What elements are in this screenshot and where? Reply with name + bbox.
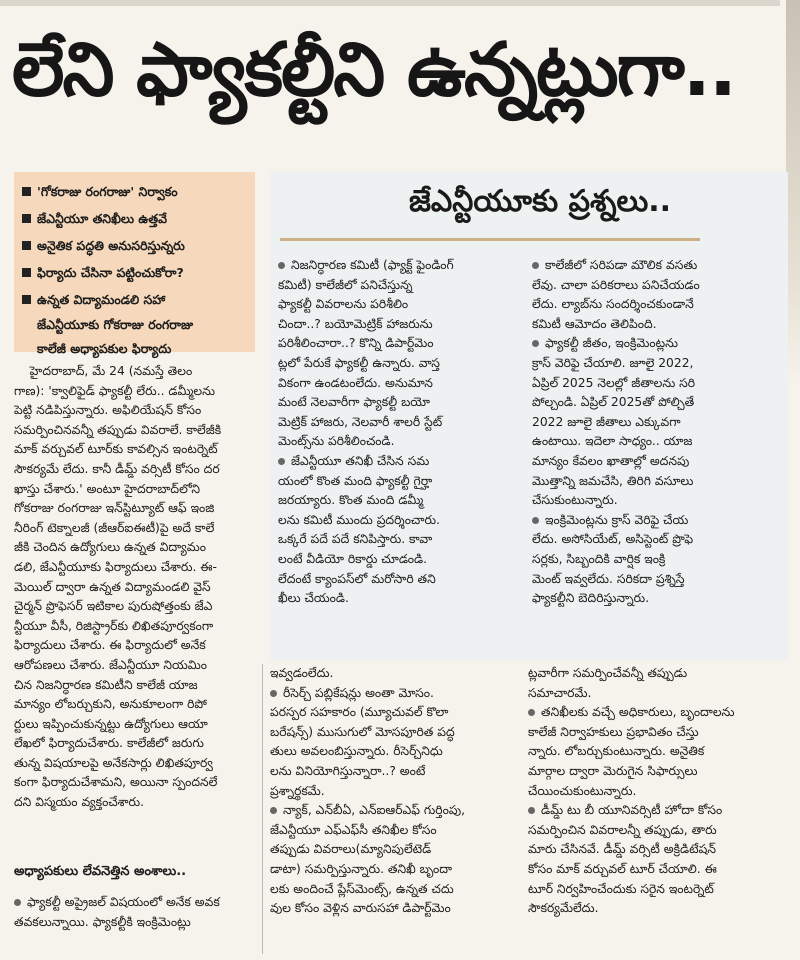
bottom-column-2 [528, 664, 780, 956]
round-bullet-icon [270, 807, 277, 814]
text-line [278, 570, 528, 590]
text-line-content: చేసుకుంటున్నారు. [532, 493, 618, 508]
text-line-content: టూర్ నిర్వహించేందుకు సరైన ఇంటర్నెట్ [528, 881, 714, 896]
questions-column-1 [278, 256, 528, 646]
text-line [14, 734, 260, 754]
text-line-content: ఇంక్రిమెంట్లను క్రాస్ వెరిఫై చేయ [545, 512, 689, 527]
round-bullet-icon [278, 458, 285, 465]
text-line [278, 511, 528, 531]
text-line-content: లకు అందించే ప్లేస్‌మెంట్స్, ఉన్నత చదు [270, 881, 454, 896]
text-line [278, 550, 528, 570]
text-line [270, 664, 522, 684]
text-line [14, 421, 260, 441]
questions-title: జేఎన్టీయూకు ప్రశ్నలు.. [409, 184, 671, 219]
highlight-text: 'గోకరాజు రంగరాజు' నిర్వాకం [37, 184, 178, 199]
left-subhead: అధ్యాపకులు లేవనెత్తిన అంశాలు.. [14, 864, 187, 879]
round-bullet-icon [532, 340, 539, 347]
text-line [270, 782, 522, 802]
left-bottom-column [14, 893, 260, 953]
text-line [14, 656, 260, 676]
text-line-content: లను కమిటీ ముందు ప్రదర్శించారు. [278, 512, 440, 527]
text-line-content: ర్టులు ఇప్పించుకున్నట్టు ఉద్యోగులు ఆయా [14, 716, 208, 731]
round-bullet-icon [532, 262, 539, 269]
text-line [528, 703, 780, 723]
highlight-item [22, 259, 247, 286]
text-line [528, 840, 780, 860]
text-line [14, 597, 260, 617]
text-line [14, 538, 260, 558]
text-line [14, 499, 260, 519]
text-line-content: 2022 జూలై జీతాలు ఎక్కువగా [532, 414, 681, 429]
text-line-content: మారు చేసినవే. డీమ్డ్ వర్సిటీ అక్రిడిటేషన్ [528, 842, 717, 857]
title-underline [280, 238, 700, 241]
text-line [14, 793, 260, 813]
text-line-content: మాక్ వర్చువల్ టూర్‌కు కావల్సిన ఇంటర్నెట్ [14, 442, 218, 457]
text-line-content: ఖీలు చేయండి. [278, 591, 349, 606]
text-line-content: న్నారు. లోబర్చుకుంటున్నారు. అనైతిక [528, 744, 705, 759]
text-line-content: మాన్యం లోబర్చుకుని, అనుకూలంగా రిపో [14, 697, 207, 712]
round-bullet-icon [528, 807, 535, 814]
text-line-content: నిజనిర్ధారణ కమిటీ (ఫ్యాక్ట్ ఫైండింగ్ [291, 258, 454, 272]
text-line [270, 684, 522, 704]
text-line [14, 362, 260, 382]
text-line-content: చేయించుకుంటున్నారు. [528, 783, 637, 798]
text-line [14, 460, 260, 480]
text-line [270, 840, 522, 860]
text-line-content: గాణ): 'క్వాలిఫైడ్ ఫ్యాకల్టీ లేరు.. డమ్మీలను [14, 383, 216, 398]
text-line-content: దని విస్మయం వ్యక్తంచేశారు. [14, 795, 144, 810]
text-line-content: పెట్టి నడిపిస్తున్నారు. అఫిలియేషన్ కోసం [14, 403, 202, 418]
text-line [528, 723, 780, 743]
text-line [532, 511, 782, 531]
text-line-content: లంటే వీడియో రికార్డు చూడండి. [278, 551, 427, 566]
text-line [532, 452, 782, 472]
text-line [532, 530, 782, 550]
text-line-content: లేదంటే క్యాంపస్‌లో మరోసారి తని [278, 571, 436, 586]
text-line [270, 801, 522, 821]
text-line-content: చైర్మన్ ప్రొఫెసర్ ఇటికాల పురుషోత్తంకు జేఎ [14, 599, 213, 614]
text-line-content: కమిటీ) కాలేజీలో పనిచేస్తున్న [278, 277, 413, 292]
highlight-text: అనైతిక పద్ధతి అనుసరిస్తున్నరు [37, 238, 185, 253]
text-line-content: సౌకర్యమేలేదు. [528, 901, 599, 916]
text-line [532, 472, 782, 492]
text-line-content: కమిటీ ఆమోదం తెలిపింది. [532, 316, 657, 331]
text-line [270, 703, 522, 723]
text-line-content: ఆరోపణలు చేశారు. జేఎన్టీయూ నియమిం [14, 657, 208, 672]
text-line [14, 617, 260, 637]
text-line-content: కోసం మాక్ వర్చువల్ టూర్ చేయాలి. ఈ [528, 861, 717, 876]
text-line [14, 893, 260, 913]
text-line-content: వుల కోసం వెళ్లిన వారుసహా డిపార్ట్‌మెం [270, 901, 451, 916]
text-line [14, 695, 260, 715]
text-line [14, 636, 260, 656]
body-left-column [14, 362, 260, 832]
highlight-item [22, 337, 247, 361]
text-line-content: తులు అవలంబిస్తున్నారు. రీసెర్చ్‌నిధు [270, 744, 443, 759]
text-line-content: న్యాక్, ఎన్‌బీఏ, ఎన్ఐఆర్ఎఫ్ గుర్తింపు, [283, 803, 466, 818]
text-line [14, 676, 260, 696]
text-line-content: వికంగా ఉండటంలేదు. అనుమాన [278, 375, 433, 390]
text-line-content: ఫిర్యాదులు చేశారు. ఈ ఫిర్యాదులో అనేక [14, 638, 206, 653]
square-bullet-icon [22, 187, 31, 196]
text-line-content: ఒక్కరే పదే పదే కనిపిస్తారు. కావా [278, 532, 433, 547]
square-bullet-icon [22, 214, 31, 223]
text-line [14, 519, 260, 539]
text-line [532, 550, 782, 570]
text-line [278, 393, 528, 413]
text-line-content: మెట్రిక్ హాజరు, నెలవారీ శాలరీ స్టేట్ [278, 414, 443, 429]
round-bullet-icon [14, 899, 21, 906]
text-line-content: లేఖలో ఫిర్యాదుచేశారు. కాలేజీలో జరుగు [14, 736, 204, 751]
text-line-content: మంటే నెలవారీగా ఫ్యాకల్టీ బయో [278, 395, 431, 410]
text-line-content: మెయిల్ ద్వారా ఉన్నత విద్యామండలి వైస్ [14, 579, 211, 594]
text-line [14, 440, 260, 460]
text-line-content: ఫ్యాకల్టీ అప్రైజల్ విషయంలో అనేక అవక [27, 895, 220, 909]
text-line-content: మాన్యం కేవలం ఖాతాల్లో అదనపు [532, 453, 690, 468]
text-line-content: క్రాస్ వెరిఫై చేయాలి. జూలై 2022, [532, 355, 694, 370]
text-line [278, 589, 528, 609]
round-bullet-icon [528, 709, 535, 716]
text-line-content: లను వినియోగిస్తున్నారా..? అంటే [270, 763, 426, 778]
text-line-content: తవకలున్నాయి. ఫ్యాకల్టీకి ఇంక్రిమెంట్లు [14, 914, 191, 929]
text-line [278, 530, 528, 550]
text-line [528, 880, 780, 900]
text-line-content: ఇవ్వడంలేదు. [270, 666, 334, 680]
text-line-content: ఏప్రిల్ 2025 నెలల్లో జీతాలను సరి [532, 375, 696, 390]
text-line [14, 913, 260, 933]
text-line [532, 570, 782, 590]
text-line-content: సమర్పించినవన్నీ తప్పుడు వివరాలే. కాలేజీకి [14, 422, 222, 437]
questions-box [270, 172, 788, 660]
text-line-content: గోకరాజు రంగరాజు ఇన్‌స్టిట్యూట్ ఆఫ్ ఇంజి [14, 501, 215, 516]
text-line-content: పరస్పర సహకారం (మ్యూచువల్ కొలా [270, 705, 449, 720]
text-line [528, 762, 780, 782]
text-line [532, 393, 782, 413]
text-line [14, 382, 260, 402]
text-line [528, 860, 780, 880]
text-line-content: చిందా..? బయోమెట్రిక్ హాజరును [278, 316, 433, 331]
text-line [14, 480, 260, 500]
text-line-content: పోల్చండి. ఏప్రిల్ 2025తో పోల్చితే [532, 395, 695, 410]
text-line [532, 315, 782, 335]
text-line-content: ఫ్యాకల్టీని బెదిరిస్తున్నారు. [532, 591, 650, 606]
round-bullet-icon [532, 517, 539, 524]
text-line [270, 762, 522, 782]
text-line-content: తనిఖీలకు వచ్చే అధికారులు, బృందాలను [541, 705, 735, 720]
text-line [532, 256, 782, 276]
text-line-content: సమర్పించిన వివరాలన్నీ తప్పుడు, తారు [528, 822, 717, 837]
text-line-content: ట్లలో పేరుకే ఫ్యాకల్టీ ఉన్నారు. వాస్త [278, 355, 440, 370]
text-line [14, 578, 260, 598]
text-line [278, 374, 528, 394]
text-line-content: ట్లవారీగా సమర్పించేవన్నీ తప్పుడు [528, 666, 688, 680]
text-line [278, 295, 528, 315]
text-line-content: డాటా) సమర్పిస్తున్నారు. తనిఖీ బృందా [270, 861, 453, 876]
text-line [528, 742, 780, 762]
text-line-content: బరేషన్స్) ముసుగులో మోసపూరిత పద్ధ [270, 724, 455, 739]
highlight-text: ఫిర్యాదు చేసినా పట్టించుకోరా? [37, 265, 184, 280]
text-line-content: ప్రశ్నార్థకమే. [270, 783, 325, 798]
text-line-content: లేవు. చాలా పరికరాలు పనిచేయడం [532, 277, 700, 292]
text-line [278, 413, 528, 433]
highlight-item [22, 178, 247, 205]
text-line [278, 276, 528, 296]
text-line [532, 432, 782, 452]
text-line-content: మెంట్ ఇవ్వలేదు. సరికదా ప్రశ్నిస్తే [532, 571, 685, 586]
text-line-content: జరయ్యారు. కొంత మంది డమ్మీ [278, 493, 424, 508]
text-line [270, 723, 522, 743]
bottom-column-1 [270, 664, 522, 956]
text-line [278, 432, 528, 452]
highlight-item [22, 232, 247, 259]
text-line-content: ఉంటాయి. ఇదెలా సాధ్యం.. యాజ [532, 434, 693, 449]
highlight-item [22, 205, 247, 232]
text-line-content: సౌకర్యమే లేదు. కానీ డీమ్డ్ వర్సిటీ కోసం దర [14, 461, 220, 476]
round-bullet-icon [270, 690, 277, 697]
text-line [278, 256, 528, 276]
text-line [14, 773, 260, 793]
text-line-content: మెంట్స్‌ను పరిశీలించండి. [278, 434, 395, 449]
adjacent-page-edge [786, 0, 800, 960]
text-line [532, 374, 782, 394]
highlight-item [22, 286, 247, 313]
text-line [528, 684, 780, 704]
text-line-content: డలి, జేఎన్టీయూకు ఫిర్యాదులు చేశారు. ఈ- [14, 559, 217, 574]
text-line [532, 491, 782, 511]
text-line-content: మార్గాల ద్వారా మెరుగైన సిఫార్సులు [528, 763, 698, 778]
text-line-content: ఫ్యాకల్టీ జీతం, ఇంక్రిమెంట్లను [545, 336, 679, 351]
questions-column-2 [532, 256, 782, 646]
text-line-content: తప్పుడు వివరాలు(మ్యానిపులేటెడ్ [270, 842, 432, 857]
text-line-content: మొత్తాన్ని జమచేసి, తిరిగి వసూలు [532, 473, 694, 488]
text-line-content: ఫ్యాకల్టీ వివరాలను పరిశీలిం [278, 297, 409, 312]
text-line-content: హైదరాబాద్, మే 24 (నమస్తే తెలం [14, 364, 193, 378]
highlight-text: జేఎన్టీయూ తనిఖీలు ఉత్తవే [37, 211, 168, 226]
top-rule [0, 0, 780, 6]
text-line-content: ఖాస్తు చేశారు.' అంటూ హైదరాబాద్‌లోని [14, 481, 201, 496]
text-line-content: నీరింగ్ టెక్నాలజీ (జీఆర్ఐఈటీ)పై అదే కాలే [14, 520, 215, 535]
square-bullet-icon [22, 268, 31, 277]
text-line [14, 754, 260, 774]
text-line [528, 664, 780, 684]
text-line [278, 354, 528, 374]
text-line-content: లేదు. అసోసియేట్, అసిస్టెంట్ ప్రొఫె [532, 532, 694, 547]
text-line [528, 821, 780, 841]
text-line [14, 558, 260, 578]
text-line [14, 715, 260, 735]
highlight-item [22, 313, 247, 337]
text-line-content: న్టీయూ వీసీ, రిజిస్ట్రార్‌కు లిఖితపూర్వకంగా [14, 618, 214, 633]
text-line [532, 334, 782, 354]
text-line-content: కాలేజీలో సరిపడా మౌలిక వసతు [545, 258, 698, 272]
text-line [14, 401, 260, 421]
text-line [528, 899, 780, 919]
column-divider-1 [262, 664, 263, 954]
text-line-content: సర్లకు, సిబ్బందికి వార్షిక ఇంక్రి [532, 551, 666, 566]
text-line [532, 354, 782, 374]
text-line-content: కంగా ఫిర్యాదుచేశామని, అయినా స్పందనలే [14, 775, 218, 790]
text-line [278, 472, 528, 492]
text-line [528, 782, 780, 802]
text-line [278, 452, 528, 472]
text-line [278, 491, 528, 511]
text-line [270, 860, 522, 880]
text-line [270, 899, 522, 919]
highlights-box [14, 172, 255, 356]
text-line-content: సమాచారమే. [528, 685, 592, 700]
highlight-text: కాలేజీ అధ్యాపకుల ఫిర్యాదు [37, 341, 172, 356]
text-line-content: పరిశీలించారా..? కొన్ని డిపార్ట్‌మెం [278, 336, 434, 351]
text-line-content: జీకి చెందిన ఉద్యోగులు ఉన్నత విద్యామం [14, 540, 207, 555]
text-line-content: డీమ్డ్ టు బీ యూనివర్సిటీ హోదా కోసం [541, 803, 723, 818]
round-bullet-icon [278, 262, 285, 269]
text-line-content: యంలో కొంత మంది ఫ్యాకల్టీ గైర్హా [278, 473, 433, 488]
text-line-content: కాలేజీ నిర్వాహకులు ప్రభావితం చేస్తు [528, 724, 699, 739]
text-line [532, 276, 782, 296]
text-line [532, 295, 782, 315]
text-line [528, 801, 780, 821]
text-line-content: జేఎన్టీయూ ఎఫ్ఎఫ్‌సీ తనిఖీల కోసం [270, 822, 437, 837]
text-line [278, 334, 528, 354]
square-bullet-icon [22, 295, 31, 304]
highlight-text: జేఎన్టీయూకు గోకరాజు రంగరాజు [37, 317, 194, 332]
text-line [278, 315, 528, 335]
text-line-content: రీసెర్చ్ పబ్లికేషన్లు అంతా మోసం. [283, 685, 434, 700]
square-bullet-icon [22, 241, 31, 250]
text-line [270, 821, 522, 841]
highlight-text: ఉన్నత విద్యామండలి సహా [37, 292, 166, 307]
text-line-content: లేదు. ల్యాబ్‌ను సందర్శించకుండానే [532, 297, 694, 312]
text-line [270, 742, 522, 762]
headline: లేని ఫ్యాకల్టీని ఉన్నట్లుగా.. [12, 27, 736, 113]
text-line [270, 880, 522, 900]
text-line [532, 413, 782, 433]
text-line-content: జేఎన్టీయూ తనిఖీ చేసిన సమ [291, 453, 430, 468]
text-line-content: తున్న విషయాలపై అనేకసార్లు లిఖితపూర్వ [14, 755, 213, 770]
text-line [532, 589, 782, 609]
text-line-content: చిన నిజనిర్ధారణ కమిటీని కాలేజీ యాజ [14, 677, 198, 692]
